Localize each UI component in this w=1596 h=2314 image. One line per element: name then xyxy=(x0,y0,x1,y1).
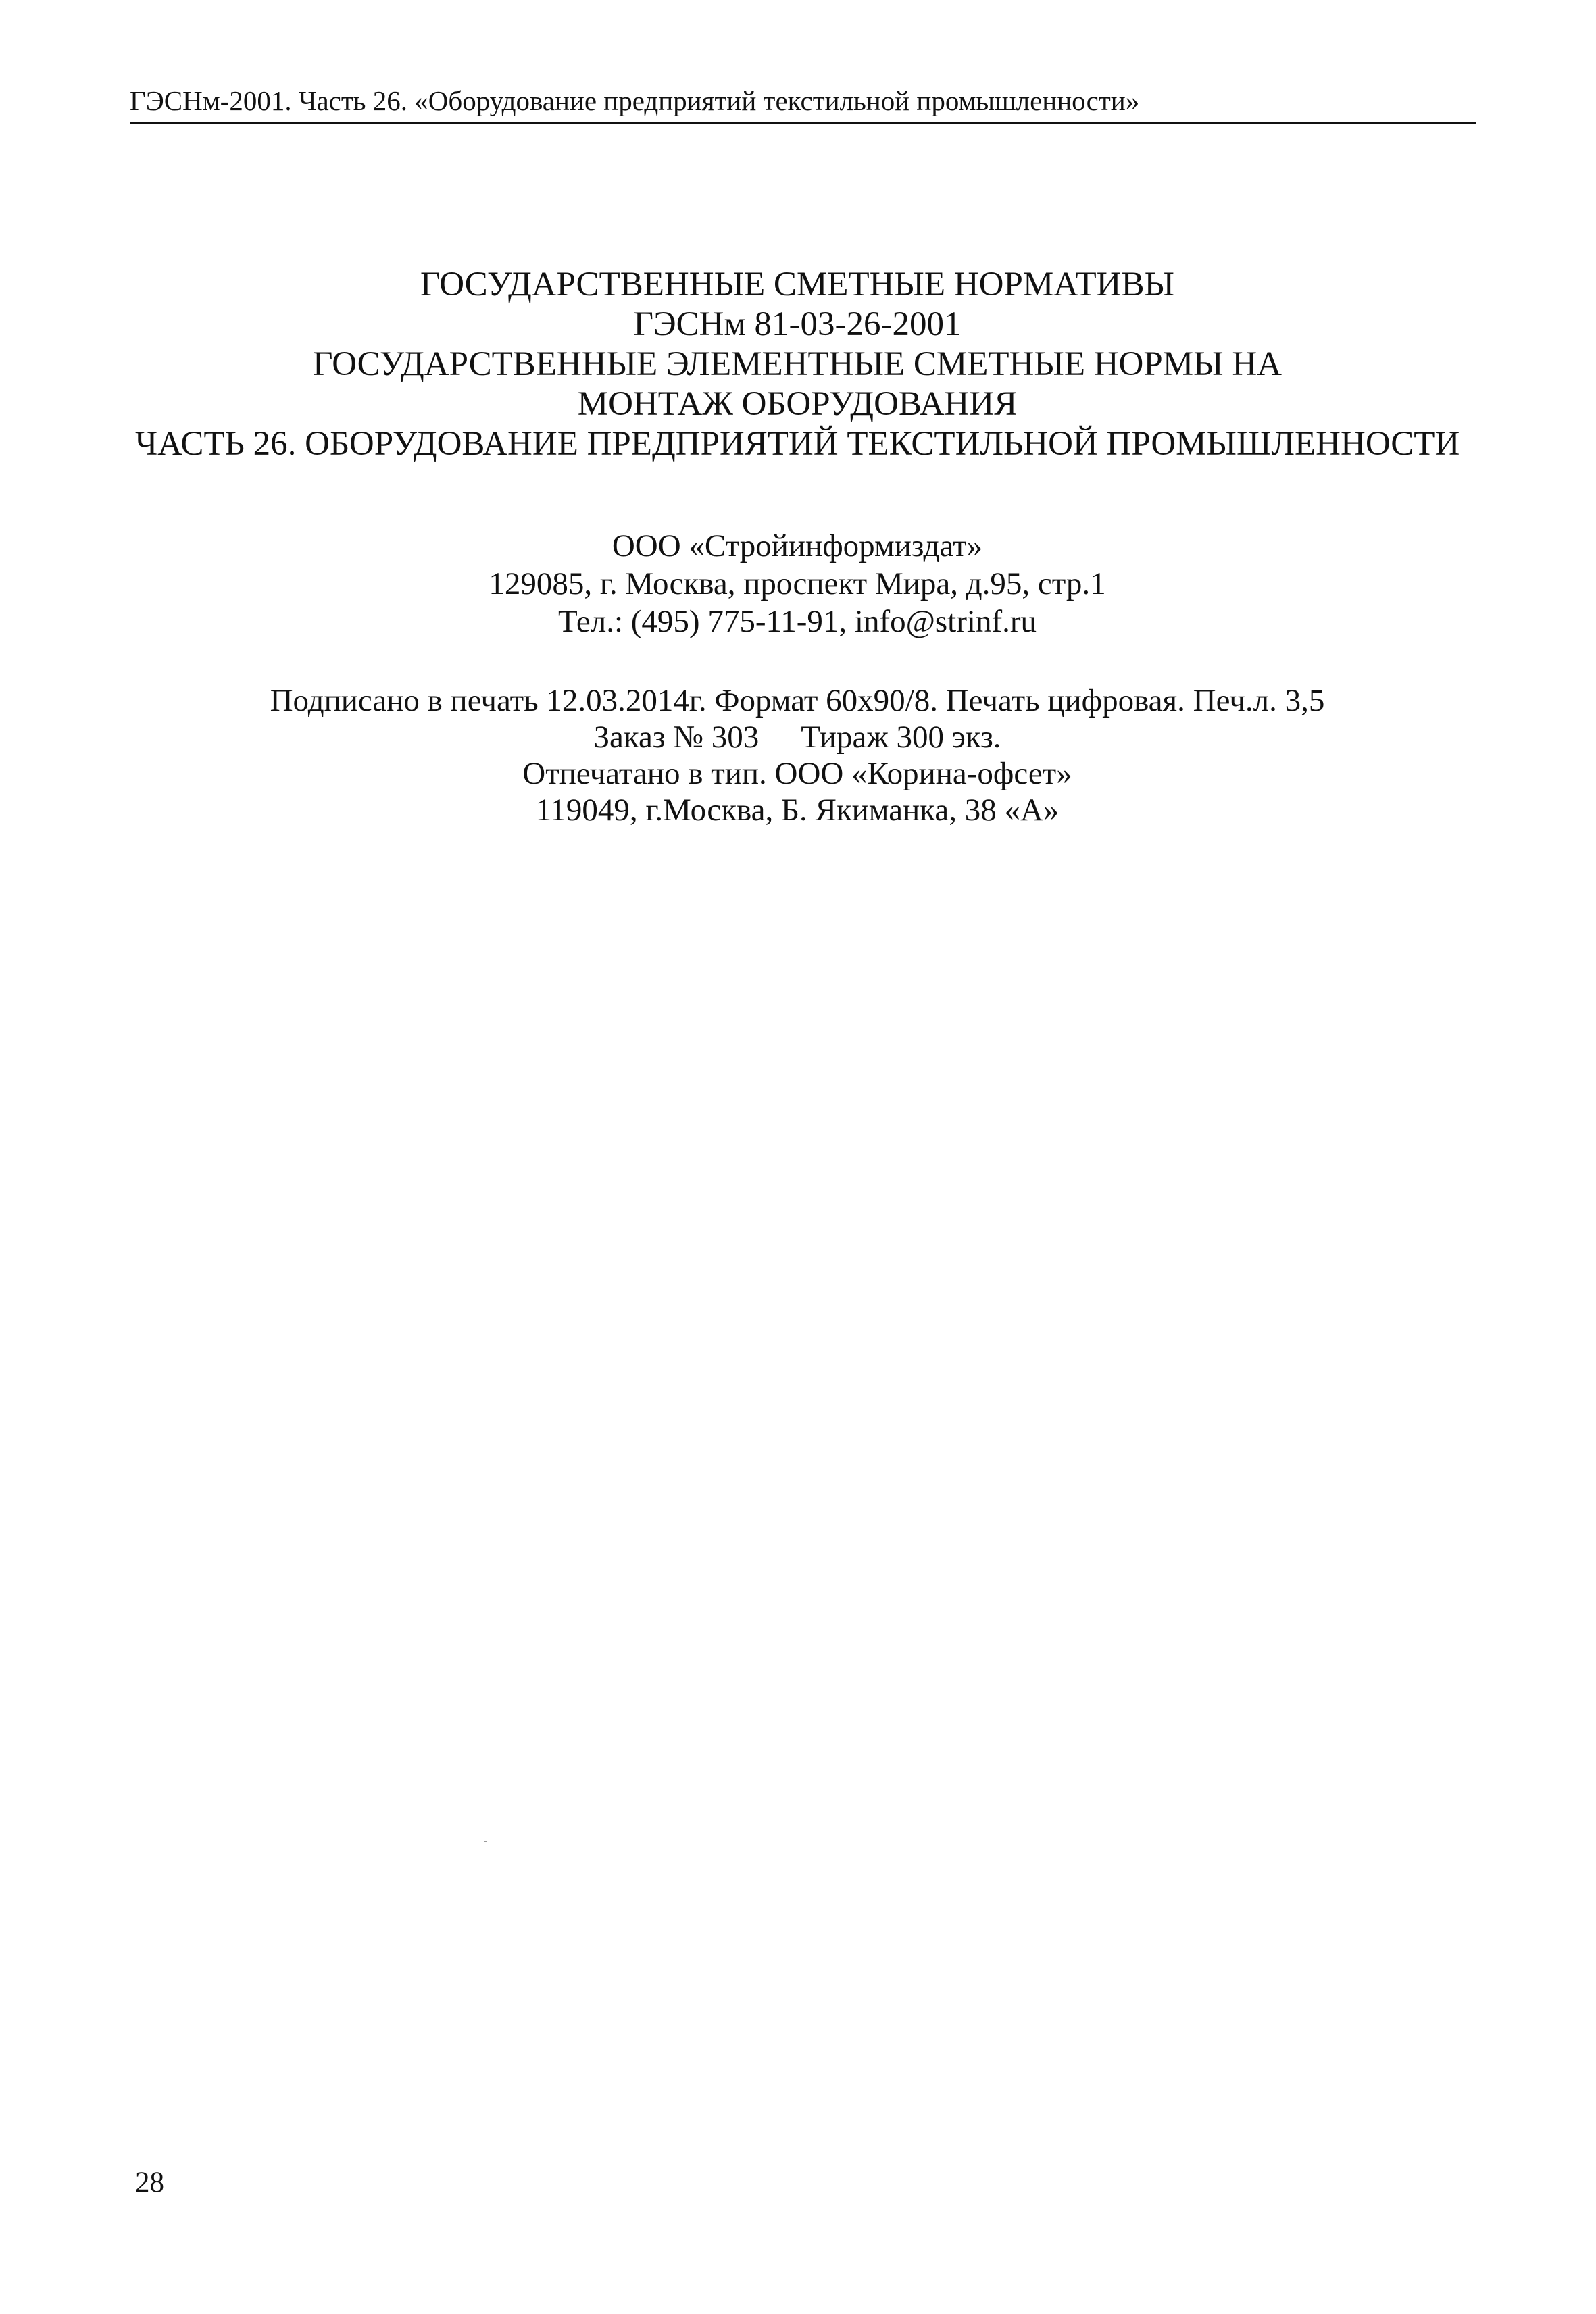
title-line-part: ЧАСТЬ 26. ОБОРУДОВАНИЕ ПРЕДПРИЯТИЙ ТЕКСТИЛЬНОЙ ПРОМЫШЛЕННОСТИ xyxy=(135,425,1460,463)
imprint-order: Заказ № 303 xyxy=(593,720,759,755)
title-line-installation: МОНТАЖ ОБОРУДОВАНИЯ xyxy=(577,385,1018,423)
header-rule xyxy=(130,122,1476,124)
publisher-info xyxy=(135,527,1460,640)
imprint-info xyxy=(135,682,1460,828)
publisher-address: 129085, г. Москва, проспект Мира, д.95, стр.1 xyxy=(489,566,1106,601)
title-line-code: ГЭСНм 81-03-26-2001 xyxy=(633,305,962,343)
imprint-printer-address: 119049, г.Москва, Б. Якиманка, 38 «А» xyxy=(535,793,1059,828)
imprint-print-run: Тираж 300 экз. xyxy=(801,720,1001,755)
title-line-norms: ГОСУДАРСТВЕННЫЕ ЭЛЕМЕНТНЫЕ СМЕТНЫЕ НОРМЫ НА xyxy=(313,345,1282,383)
publisher-name: ООО «Стройинформиздат» xyxy=(612,528,983,563)
title-line-standards: ГОСУДАРСТВЕННЫЕ СМЕТНЫЕ НОРМАТИВЫ xyxy=(420,266,1175,303)
publisher-contacts: Тел.: (495) 775-11-91, info@strinf.ru xyxy=(557,604,1037,639)
imprint-signed: Подписано в печать 12.03.2014г. Формат 60х90/8. Печать цифровая. Печ.л. 3,5 xyxy=(270,683,1325,718)
imprint-printed-at: Отпечатано в тип. ООО «Корина-офсет» xyxy=(522,756,1072,791)
document-title xyxy=(135,265,1460,464)
running-header: ГЭСНм-2001. Часть 26. «Оборудование предприятий текстильной промышленности» xyxy=(130,85,1140,116)
imprint-order-line xyxy=(135,719,1460,755)
scan-speck xyxy=(484,1841,487,1842)
page-number: 28 xyxy=(135,2167,164,2198)
